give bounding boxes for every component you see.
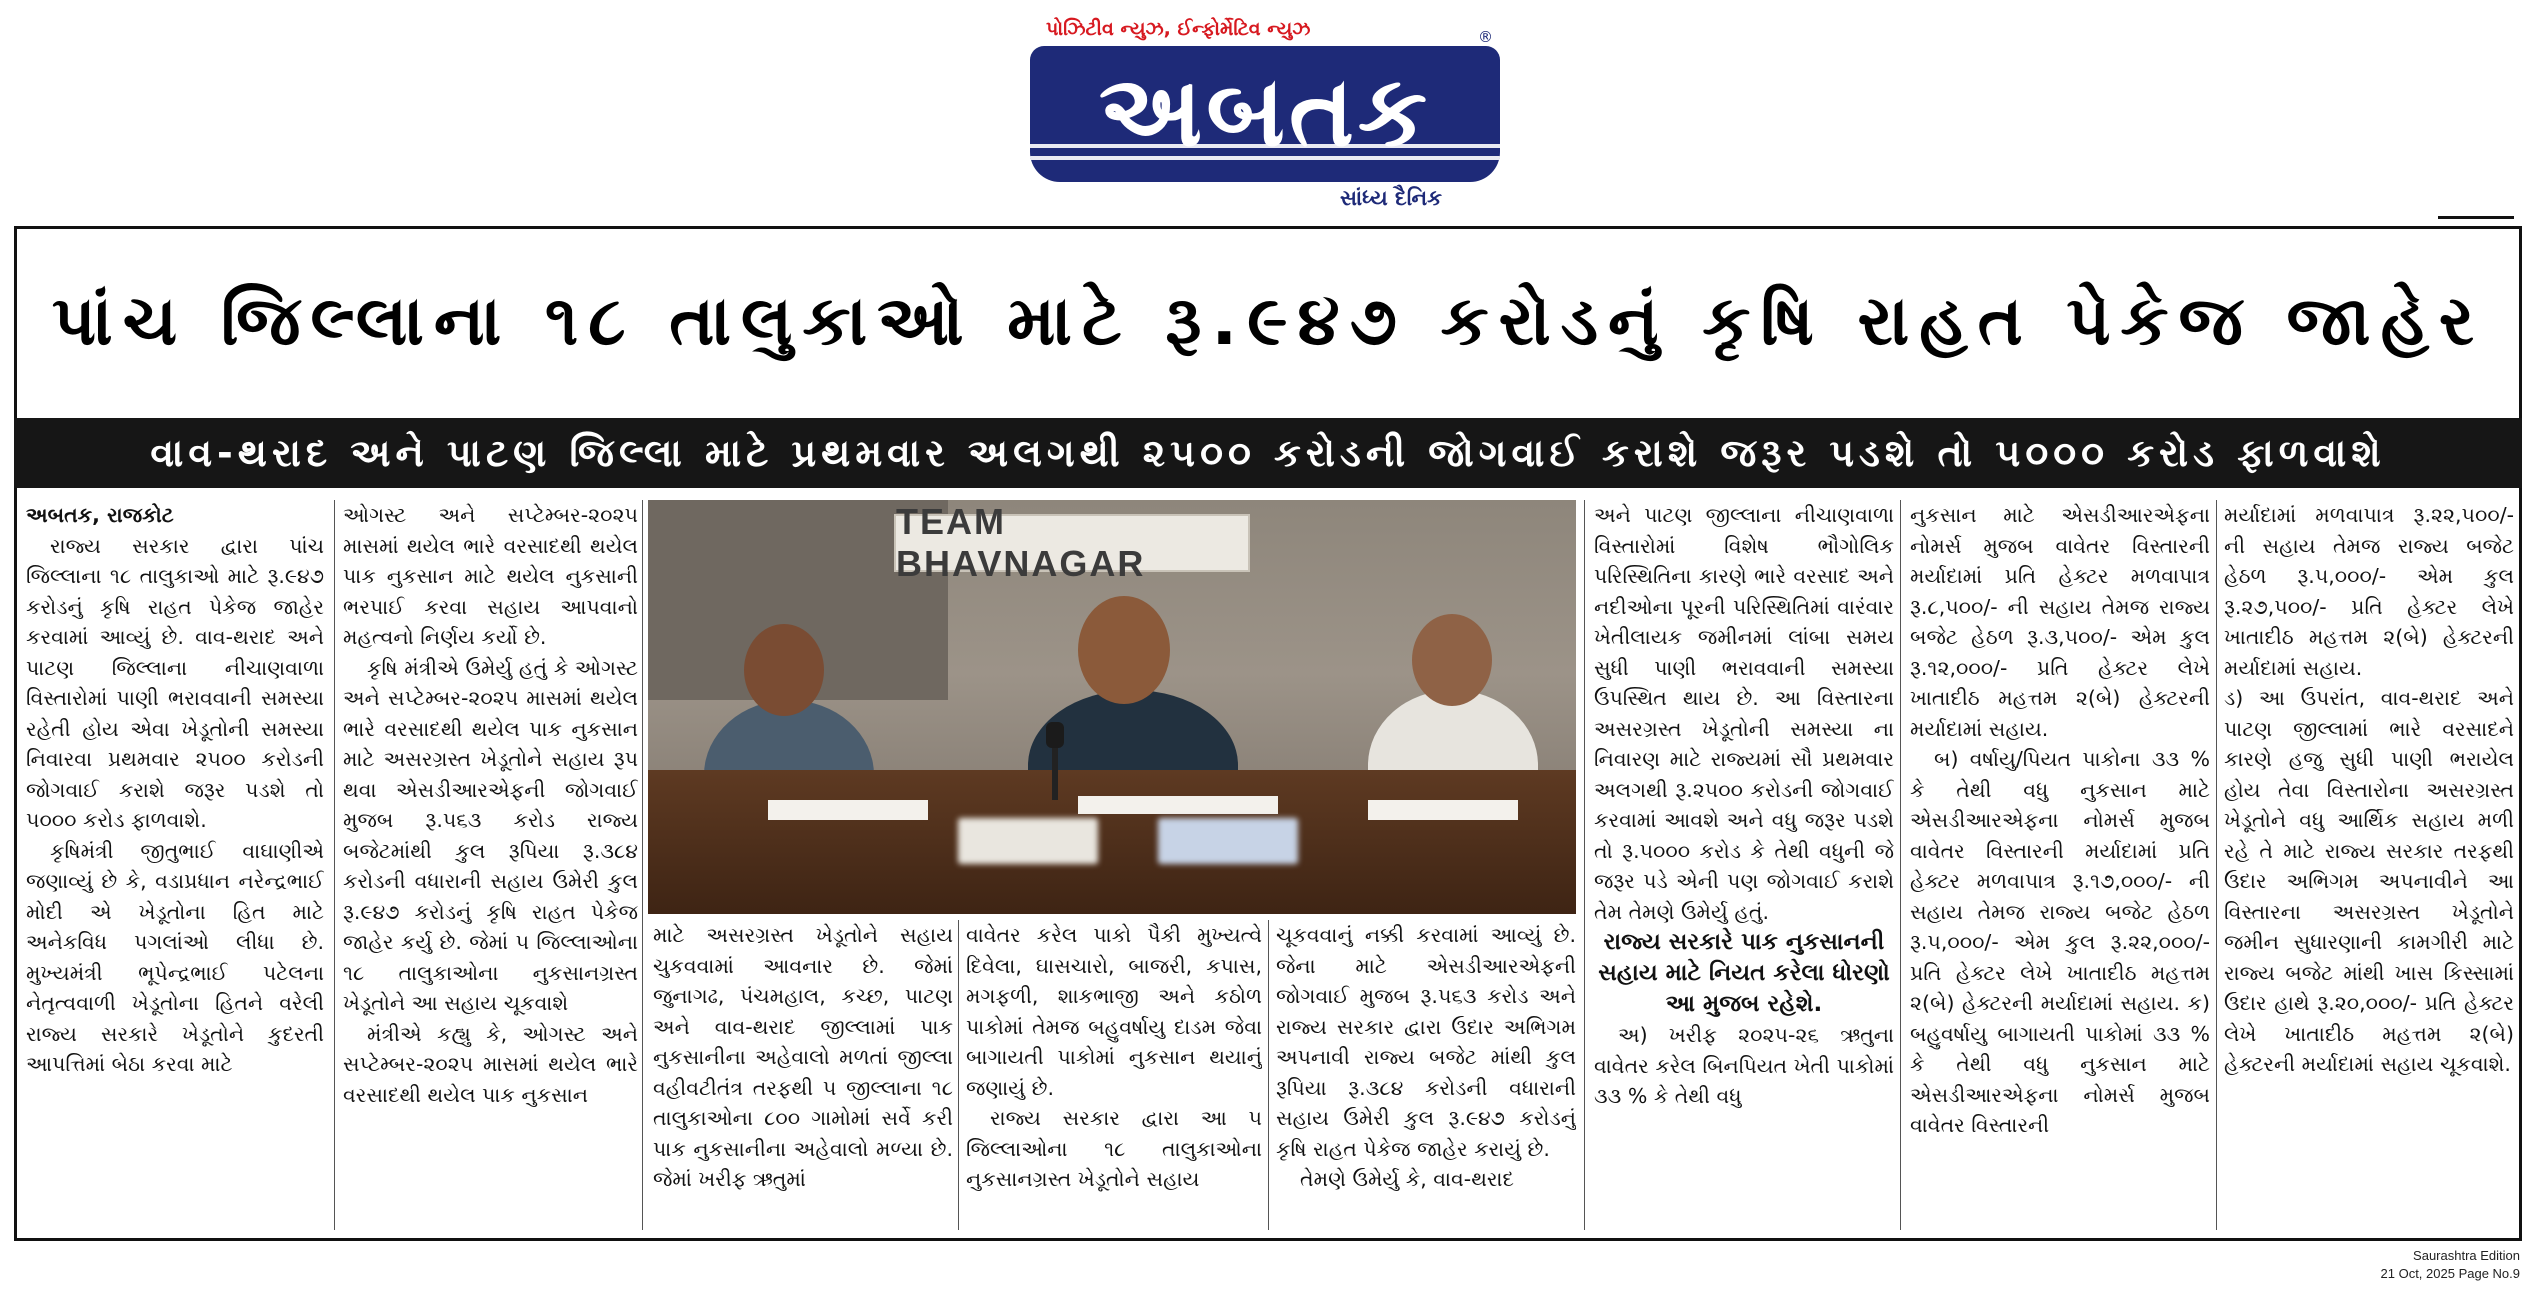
team-sign — [894, 501, 1250, 584]
registered-mark: ® — [1478, 28, 1493, 46]
section-heading: રાજ્ય સરકારે પાક નુકસાનની સહાય માટે નિયત કરેલા ધોરણો આ મુજબ રહેશે. — [1598, 929, 1890, 1017]
column-divider — [1268, 920, 1269, 1230]
column-divider — [642, 500, 643, 1230]
paragraph: અને પાટણ જીલ્લાના નીચાણવાળા વિસ્તારોમાં વિશેષ ભૌગોલિક પરિસ્થિતિના કારણે ભારે વરસાદ અને નદીઓના પૂરની પરિસ્થિતિમાં વારંવાર ખેતીલાયક જમીનમાં લાંબા સમય સુધી પાણી ભરાવવાની સમસ્યા ઉપસ્થિત થાય છે. આ વિસ્તારના અસરગ્રસ્ત ખેડૂતોની સમસ્યા ના નિવારણ માટે રાજ્યમાં સૌ પ્રથમવાર અલગથી રૂ.૨૫૦૦ કરોડની જોગવાઈ કરવામાં આવશે અને વધુ જરૂર પડશે તો રૂ.૫૦૦૦ કરોડ કે તેથી વધુની જે જરૂર પડે એની પણ જોગવાઈ કરાશે તેમ તેમણે ઉમેર્યુ હતું. — [1594, 503, 1894, 924]
microphone — [1052, 740, 1058, 800]
desk — [648, 770, 1576, 914]
desk-paper — [1078, 796, 1278, 814]
paragraph: રાજ્ય સરકાર દ્વારા પાંચ જિલ્લાના ૧૮ તાલુકાઓ માટે રૂ.૯૪૭ કરોડનું કૃષિ રાહત પેકેજ જાહેર કરવામાં આવ્યું છે. વાવ-થરાદ અને પાટણ જિલ્લાના નીચાણવાળા વિસ્તારોમાં પાણી ભરાવવાની સમસ્યા રહેતી હોય એવા ખેડૂતોની સમસ્યા નિવારવા પ્રથમવાર ૨૫૦૦ કરોડની જોગવાઈ કરાશે જરૂર પડશે તો ૫૦૦૦ કરોડ ફાળવાશે. — [26, 533, 324, 832]
team-sign-text: TEAM BHAVNAGAR — [896, 501, 1146, 584]
paragraph: કૃષિ મંત્રીએ ઉમેર્યુ હતું કે ઓગસ્ટ અને સપ્ટેમ્બર-૨૦૨૫ માસમાં થયેલ ભારે વરસાદથી થયેલ પાક નુકસાન માટે અસરગ્રસ્ત ખેડૂતોને સહાય રૂપ થવા એસડીઆરએફની જોગવાઈ મુજબ રૂ.૫૬૩ કરોડ રાજ્ય બજેટમાંથી કુલ રૂપિયા રૂ.૩૮૪ કરોડની વધારાની સહાય ઉમેરી કુલ રૂ.૯૪૭ કરોડનું કૃષિ રાહત પેકેજ જાહેર કર્યુ છે. જેમાં ૫ જિલ્લાઓના ૧૮ તાલુકાઓના નુકસાનગ્રસ્ત ખેડૂતોને આ સહાય ચૂકવાશે — [343, 655, 638, 1015]
dateline: અબતક, રાજકોટ — [26, 503, 174, 527]
paragraph: ઓગસ્ટ અને સપ્ટેમ્બર-૨૦૨૫ માસમાં થયેલ ભારે વરસાદથી થયેલ પાક નુકસાન માટે થયેલ નુકસાની ભરપાઈ કરવા સહાય આપવાનો મહત્વનો નિર્ણય કર્યો છે. — [343, 503, 638, 649]
desk-paper — [768, 800, 928, 820]
paragraph: બ) વર્ષાયુ/પિયત પાકોના ૩૩ % કે તેથી વધુ નુકસાન માટે એસડીઆરએફના નોમર્સ મુજબ વાવેતર વિસ્તારની મર્યાદામાં પ્રતિ હેક્ટર મળવાપાત્ર રૂ.૧૭,૦૦૦/- ની સહાય તેમજ રાજ્ય બજેટ હેઠળ રૂ.૫,૦૦૦/- એમ કુલ રૂ.૨૨,૦૦૦/- પ્રતિ હેક્ટર લેખે ખાતાદીઠ મહત્તમ ૨(બે) હેક્ટરની મર્યાદામાં સહાય. ક) બહુવર્ષાયુ બાગાયતી પાકોમાં ૩૩ % કે તેથી વધુ નુકસાન માટે એસડીઆરએફના નોમર્સ મુજબ વાવેતર વિસ્તારની — [1910, 747, 2210, 1137]
column-divider — [334, 500, 335, 1230]
column-divider — [1900, 500, 1901, 1230]
subheadline: વાવ-થરાદ અને પાટણ જિલ્લા માટે પ્રથમવાર અલગથી ૨૫૦૦ કરોડની જોગવાઈ કરાશે જરૂર પડશે તો ૫૦૦૦ કરોડ ફાળવાશે — [150, 430, 2386, 475]
column-divider — [2216, 500, 2217, 1230]
column-divider — [1584, 500, 1585, 1230]
date-page-note: 21 Oct, 2025 Page No.9 — [2380, 1266, 2520, 1281]
headline: પાંચ જિલ્લાના ૧૮ તાલુકાઓ માટે રૂ.૯૪૭ કરોડનું કૃષિ રાહત પેકેજ જાહેર — [51, 282, 2485, 361]
paragraph: મંત્રીએ કહ્યુ કે, ઓગસ્ટ અને સપ્ટેમ્બર-૨૦૨૫ માસમાં થયેલ ભારે વરસાદથી થયેલ પાક નુકસાન — [343, 1021, 638, 1107]
desk-paper — [1368, 800, 1518, 820]
microphone-head — [1046, 722, 1064, 748]
column-divider — [958, 920, 959, 1230]
logo-text: અબતક — [1098, 55, 1432, 169]
person-right-head — [1412, 614, 1492, 706]
paragraph: કૃષિમંત્રી જીતુભાઈ વાઘાણીએ જણાવ્યું છે કે, વડાપ્રધાન નરેન્દ્રભાઈ મોદી એ ખેડૂતોના હિત માટે અનેકવિધ પગલાંઓ લીધા છે. મુખ્યમંત્રી ભૂપેન્દ્રભાઈ પટેલના નેતૃત્વવાળી ખેડૂતોના હિતને વરેલી રાજ્ય સરકારે ખેડૂતોને કુદરતી આપત્તિમાં બેઠા કરવા માટે — [26, 838, 324, 1076]
article-column-5 — [1276, 920, 1576, 1240]
headline-box — [20, 236, 2516, 408]
nameplate-blurred — [958, 818, 1098, 864]
article-column-4 — [966, 920, 1262, 1240]
article-column-6 — [1594, 500, 1894, 1240]
article-column-8 — [2224, 500, 2514, 1240]
nameplate-blurred — [1158, 818, 1298, 864]
subheadline-bar — [14, 418, 2522, 488]
masthead-tagline: પોઝિટીવ ન્યુઝ, ઈન્ફોર્મેટિવ ન્યુઝ — [1046, 18, 1311, 40]
article-column-3 — [653, 920, 953, 1240]
paragraph: મર્યાદામાં મળવાપાત્ર રૂ.૨૨,૫૦૦/- ની સહાય તેમજ રાજ્ય બજેટ હેઠળ રૂ.૫,૦૦૦/- એમ કુલ રૂ.૨૭,૫૦૦/- પ્રતિ હેક્ટર લેખે ખાતાદીઠ મહત્તમ ૨(બે) હેક્ટરની મર્યાદામાં સહાય. — [2224, 503, 2514, 680]
person-center-head — [1078, 596, 1170, 704]
article-column-7 — [1910, 500, 2210, 1240]
paragraph: વાવેતર કરેલ પાકો પૈકી મુખ્યત્વે દિવેલા, ઘાસચારો, બાજરી, કપાસ, મગફળી, શાકભાજી અને કઠોળ પાકોમાં તેમજ બહુવર્ષાયુ દાડમ જેવા બાગાયતી પાકોમાં નુકસાન થયાનું જણાયું છે. — [966, 923, 1262, 1100]
article-column-1 — [26, 500, 324, 1240]
paragraph: ડ) આ ઉપરાંત, વાવ-થરાદ અને પાટણ જીલ્લામાં ભારે વરસાદને કારણે હજુ સુધી પાણી ભરાયેલ હોય તેવા વિસ્તારોના અસરગ્રસ્ત ખેડૂતોને વધુ આર્થિક સહાય મળી રહે તે માટે રાજ્ય સરકાર તરફથી ઉદાર અભિગમ અપનાવીને આ વિસ્તારના અસરગ્રસ્ત ખેડૂતોને જમીન સુધારણાની કામગીરી માટે રાજ્ય બજેટ માંથી ખાસ કિસ્સામાં ઉદાર હાથે રૂ.૨૦,૦૦૦/- પ્રતિ હેક્ટર લેખે ખાતાદીઠ મહત્તમ ૨(બે) હેક્ટરની મર્યાદામાં સહાય ચૂકવાશે. — [2224, 686, 2514, 1076]
paragraph: માટે અસરગ્રસ્ત ખેડૂતોને સહાય ચુકવવામાં આવનાર છે. જેમાં જુનાગઢ, પંચમહાલ, કચ્છ, પાટણ અને વાવ-થરાદ જીલ્લામાં પાક નુકસાનીના અહેવાલો મળતાં જીલ્લા વહીવટીતંત્ર તરફથી ૫ જીલ્લાના ૧૮ તાલુકાઓના ૮૦૦ ગામોમાં સર્વે કરી પાક નુકસાનીના અહેવાલો મળ્યા છે. જેમાં ખરીફ ઋતુમાં — [653, 923, 953, 1191]
news-photo — [648, 500, 1576, 914]
paragraph: તેમણે ઉમેર્યુ કે, વાવ-થરાદ — [1300, 1167, 1515, 1191]
masthead — [1030, 14, 1510, 214]
edition-label: સાંધ્ય દૈનિક — [1340, 186, 1442, 210]
paragraph: રાજ્ય સરકાર દ્વારા આ ૫ જિલ્લાઓના ૧૮ તાલુકાઓના નુકસાનગ્રસ્ત ખેડૂતોને સહાય — [966, 1106, 1262, 1191]
top-rule — [2438, 216, 2514, 219]
newspaper-logo — [1030, 46, 1500, 182]
person-left-head — [744, 624, 824, 716]
paragraph: ચૂકવવાનું નક્કી કરવામાં આવ્યું છે. જેના માટે એસડીઆરએફની જોગવાઈ મુજબ રૂ.૫૬૩ કરોડ અને રાજ્ય સરકાર દ્વારા ઉદાર અભિગમ અપનાવી રાજ્ય બજેટ માંથી કુલ રૂપિયા રૂ.૩૮૪ કરોડની વધારાની સહાય ઉમેરી કુલ રૂ.૯૪૭ કરોડનું કૃષિ રાહત પેકેજ જાહેર કરાયું છે. — [1276, 923, 1576, 1161]
article-column-2 — [343, 500, 638, 1240]
paragraph: નુકસાન માટે એસડીઆરએફના નોમર્સ મુજબ વાવેતર વિસ્તારની મર્યાદામાં પ્રતિ હેક્ટર મળવાપાત્ર રૂ.૮,૫૦૦/- ની સહાય તેમજ રાજ્ય બજેટ હેઠળ રૂ.૩,૫૦૦/- એમ કુલ રૂ.૧૨,૦૦૦/- પ્રતિ હેક્ટર લેખે ખાતાદીઠ મહત્તમ ૨(બે) હેક્ટરની મર્યાદામાં સહાય. — [1910, 503, 2210, 741]
edition-note: Saurashtra Edition — [2413, 1248, 2520, 1263]
paragraph: અ) ખરીફ ૨૦૨૫-૨૬ ઋતુના વાવેતર કરેલ બિનપિયત ખેતી પાકોમાં ૩૩ % કે તેથી વધુ — [1594, 1023, 1894, 1108]
